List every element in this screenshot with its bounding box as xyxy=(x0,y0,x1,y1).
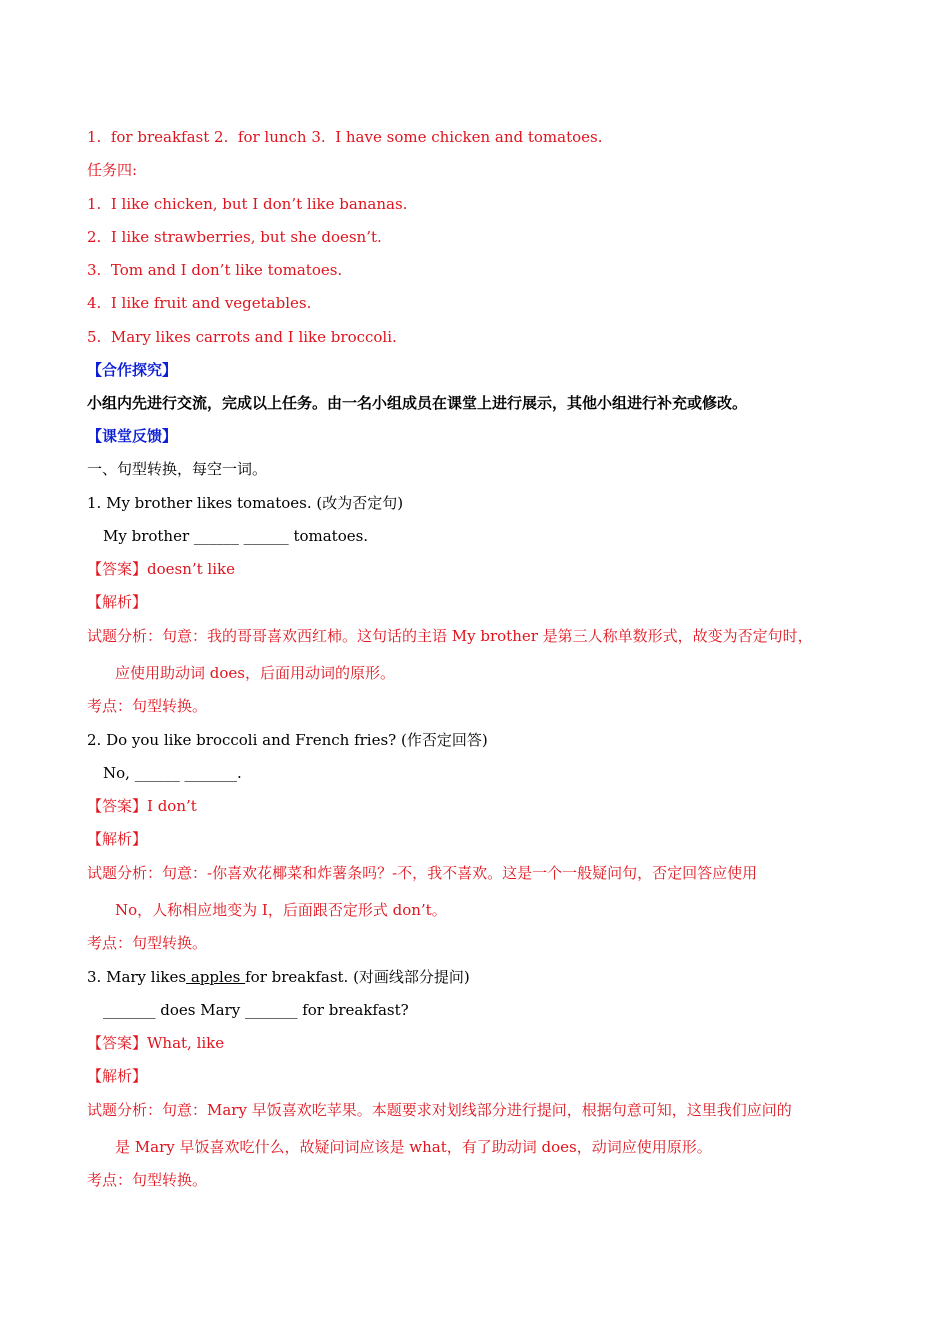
question-3-prefix: 3. Mary likes xyxy=(87,968,187,986)
task4-item: 1. I like chicken, but I don’t like bananas. xyxy=(87,195,408,213)
task4-item: 5. Mary likes carrots and I like broccoli. xyxy=(87,328,397,346)
question-3-suffix: for breakfast. (对画线部分提问) xyxy=(245,968,470,986)
answer-1: 【答案】doesn’t like xyxy=(87,560,235,578)
cooperation-text: 小组内先进行交流，完成以上任务。由一名小组成员在课堂上进行展示，其他小组进行补充或修改。 xyxy=(87,394,748,412)
analysis-label-3: 【解析】 xyxy=(87,1067,148,1085)
task4-item: 4. I like fruit and vegetables. xyxy=(87,294,312,312)
analysis-label-1: 【解析】 xyxy=(87,593,148,611)
analysis-1-line2: 应使用助动词 does，后面用动词的原形。 xyxy=(115,664,395,682)
feedback-heading: 【课堂反馈】 xyxy=(87,427,178,445)
section-title: 一、句型转换，每空一词。 xyxy=(87,460,268,478)
analysis-3-line2: 是 Mary 早饭喜欢吃什么，故疑问词应该是 what，有了助动词 does，动词应使用原形。 xyxy=(115,1138,712,1156)
analysis-2-line2: No，人称相应地变为 I，后面跟否定形式 don’t。 xyxy=(115,901,447,919)
task4-heading: 任务四: xyxy=(87,161,138,179)
analysis-label-2: 【解析】 xyxy=(87,830,148,848)
point-3: 考点：句型转换。 xyxy=(87,1171,208,1189)
question-3-underlined: apples xyxy=(186,968,246,986)
point-1: 考点：句型转换。 xyxy=(87,697,208,715)
question-1-blanks: My brother ______ ______ tomatoes. xyxy=(103,527,369,545)
task3-answers: 1. for breakfast 2. for lunch 3. I have some chicken and tomatoes. xyxy=(87,128,603,146)
analysis-2-line1: 试题分析：句意：-你喜欢花椰菜和炸薯条吗？-不，我不喜欢。这是一个一般疑问句，否定回答应使用 xyxy=(87,864,758,882)
point-2: 考点：句型转换。 xyxy=(87,934,208,952)
answer-3: 【答案】What, like xyxy=(87,1034,225,1052)
cooperation-heading: 【合作探究】 xyxy=(87,361,178,379)
question-2: 2. Do you like broccoli and French fries? (作否定回答) xyxy=(87,731,488,749)
question-3 xyxy=(87,967,470,987)
analysis-1-line1: 试题分析：句意：我的哥哥喜欢西红柿。这句话的主语 My brother 是第三人称单数形式，故变为否定句时， xyxy=(87,627,813,645)
question-3-blanks: _______ does Mary _______ for breakfast? xyxy=(103,1001,409,1019)
task4-item: 2. I like strawberries, but she doesn’t. xyxy=(87,228,382,246)
answer-2: 【答案】I don’t xyxy=(87,797,197,815)
analysis-3-line1: 试题分析：句意：Mary 早饭喜欢吃苹果。本题要求对划线部分进行提问，根据句意可知，这里我们应问的 xyxy=(87,1101,792,1119)
question-1: 1. My brother likes tomatoes. (改为否定句) xyxy=(87,494,404,512)
question-2-blanks: No, ______ _______. xyxy=(103,764,242,782)
task4-item: 3. Tom and I don’t like tomatoes. xyxy=(87,261,343,279)
